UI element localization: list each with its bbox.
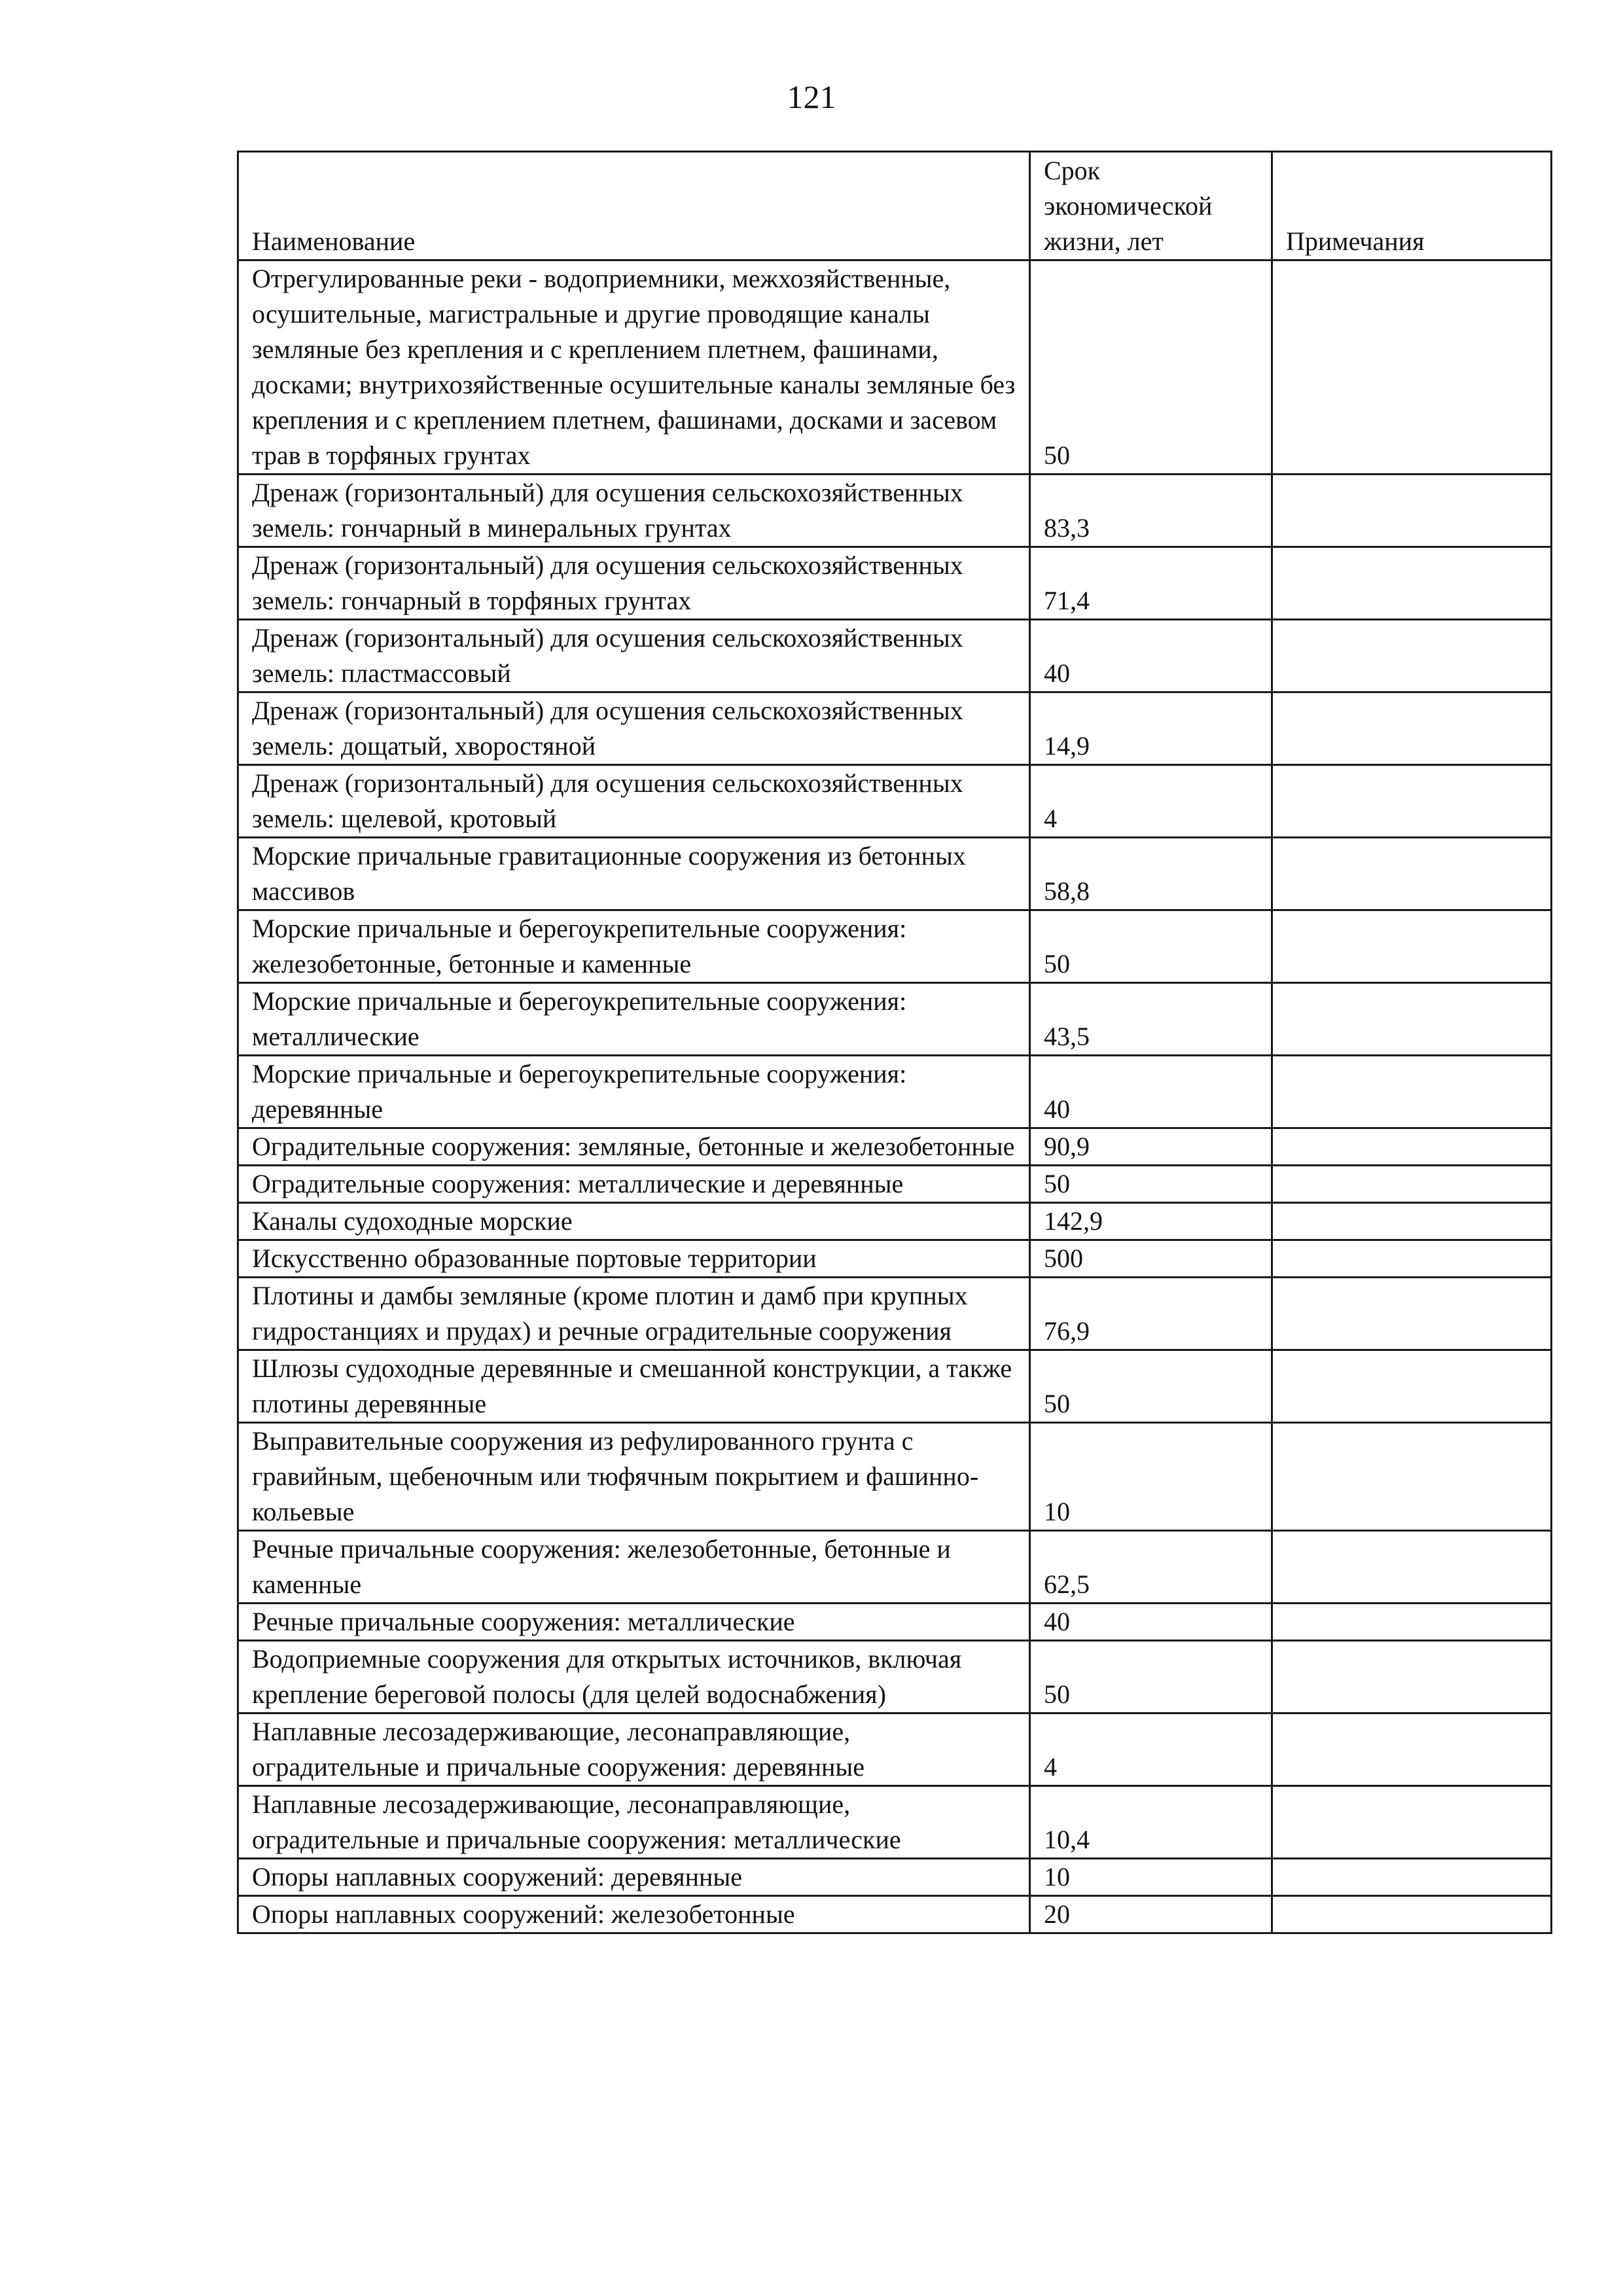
row-name: Дренаж (горизонтальный) для осушения сельскохозяйственных земель: гончарный в минеральных грунтах xyxy=(238,475,1030,547)
row-note xyxy=(1272,1859,1552,1896)
row-note xyxy=(1272,910,1552,983)
table-row xyxy=(238,620,1552,692)
table-header-row xyxy=(238,152,1552,260)
row-value: 76,9 xyxy=(1030,1278,1272,1350)
table-body xyxy=(238,260,1552,1933)
row-value: 142,9 xyxy=(1030,1203,1272,1240)
row-value: 62,5 xyxy=(1030,1531,1272,1604)
row-value: 43,5 xyxy=(1030,983,1272,1056)
table-row xyxy=(238,1423,1552,1531)
row-value: 71,4 xyxy=(1030,547,1272,620)
page-number: 121 xyxy=(787,79,836,115)
row-note xyxy=(1272,260,1552,475)
table-row xyxy=(238,1350,1552,1423)
table-row xyxy=(238,692,1552,765)
row-note xyxy=(1272,765,1552,838)
table-row xyxy=(238,1896,1552,1933)
table-row xyxy=(238,1641,1552,1713)
table-row xyxy=(238,1278,1552,1350)
row-note xyxy=(1272,1713,1552,1786)
table-row xyxy=(238,1786,1552,1859)
row-name: Речные причальные сооружения: железобетонные, бетонные и каменные xyxy=(238,1531,1030,1604)
table-row xyxy=(238,547,1552,620)
row-value: 90,9 xyxy=(1030,1128,1272,1166)
row-name: Наплавные лесозадерживающие, лесонаправляющие, оградительные и причальные сооружения: металлические xyxy=(238,1786,1030,1859)
table-row xyxy=(238,1604,1552,1641)
row-note xyxy=(1272,547,1552,620)
row-value: 4 xyxy=(1030,765,1272,838)
row-value: 14,9 xyxy=(1030,692,1272,765)
row-name: Выправительные сооружения из рефулированного грунта с гравийным, щебеночным или тюфячным покрытием и фашинно-кольевые xyxy=(238,1423,1030,1531)
row-name: Плотины и дамбы земляные (кроме плотин и дамб при крупных гидростанциях и прудах) и речные оградительные сооружения xyxy=(238,1278,1030,1350)
table-row xyxy=(238,1056,1552,1128)
row-name: Речные причальные сооружения: металлические xyxy=(238,1604,1030,1641)
row-note xyxy=(1272,1896,1552,1933)
row-value: 83,3 xyxy=(1030,475,1272,547)
table-row xyxy=(238,1859,1552,1896)
header-name: Наименование xyxy=(238,152,1030,260)
service-life-table xyxy=(237,151,1552,1934)
header-notes: Примечания xyxy=(1272,152,1552,260)
row-note xyxy=(1272,620,1552,692)
row-note xyxy=(1272,1203,1552,1240)
row-name: Оградительные сооружения: металлические и деревянные xyxy=(238,1166,1030,1203)
row-name: Дренаж (горизонтальный) для осушения сельскохозяйственных земель: щелевой, кротовый xyxy=(238,765,1030,838)
table-row xyxy=(238,260,1552,475)
row-note xyxy=(1272,1350,1552,1423)
row-name: Морские причальные гравитационные сооружения из бетонных массивов xyxy=(238,838,1030,910)
row-name: Наплавные лесозадерживающие, лесонаправляющие, оградительные и причальные сооружения: деревянные xyxy=(238,1713,1030,1786)
row-value: 20 xyxy=(1030,1896,1272,1933)
row-value: 50 xyxy=(1030,260,1272,475)
row-value: 50 xyxy=(1030,1166,1272,1203)
row-value: 40 xyxy=(1030,1604,1272,1641)
row-value: 50 xyxy=(1030,910,1272,983)
row-name: Дренаж (горизонтальный) для осушения сельскохозяйственных земель: пластмассовый xyxy=(238,620,1030,692)
table-row xyxy=(238,983,1552,1056)
row-note xyxy=(1272,1786,1552,1859)
row-value: 10,4 xyxy=(1030,1786,1272,1859)
row-name: Опоры наплавных сооружений: деревянные xyxy=(238,1859,1030,1896)
table-row xyxy=(238,910,1552,983)
row-name: Отрегулированные реки - водоприемники, межхозяйственные, осушительные, магистральные и другие проводящие каналы земляные без крепления и с креплением плетнем, фашинами, досками; внутрихозяйственные осушительные каналы земляные без крепления и с креплением плетнем, фашинами, досками и засевом трав в торфяных грунтах xyxy=(238,260,1030,475)
row-name: Искусственно образованные портовые территории xyxy=(238,1240,1030,1278)
table-row xyxy=(238,1166,1552,1203)
row-note xyxy=(1272,1056,1552,1128)
table-row xyxy=(238,1128,1552,1166)
table-row xyxy=(238,765,1552,838)
row-value: 58,8 xyxy=(1030,838,1272,910)
row-note xyxy=(1272,692,1552,765)
row-value: 50 xyxy=(1030,1350,1272,1423)
header-term: Срок экономической жизни, лет xyxy=(1030,152,1272,260)
row-name: Дренаж (горизонтальный) для осушения сельскохозяйственных земель: гончарный в торфяных грунтах xyxy=(238,547,1030,620)
table-row xyxy=(238,1203,1552,1240)
row-name: Каналы судоходные морские xyxy=(238,1203,1030,1240)
row-note xyxy=(1272,1423,1552,1531)
row-value: 4 xyxy=(1030,1713,1272,1786)
row-value: 40 xyxy=(1030,1056,1272,1128)
row-value: 10 xyxy=(1030,1859,1272,1896)
row-note xyxy=(1272,1128,1552,1166)
table-row xyxy=(238,1531,1552,1604)
row-name: Шлюзы судоходные деревянные и смешанной конструкции, а также плотины деревянные xyxy=(238,1350,1030,1423)
row-name: Морские причальные и берегоукрепительные сооружения: железобетонные, бетонные и каменные xyxy=(238,910,1030,983)
row-name: Морские причальные и берегоукрепительные сооружения: деревянные xyxy=(238,1056,1030,1128)
table-row xyxy=(238,475,1552,547)
table-row xyxy=(238,1713,1552,1786)
row-note xyxy=(1272,475,1552,547)
row-note xyxy=(1272,838,1552,910)
row-note xyxy=(1272,1240,1552,1278)
row-value: 10 xyxy=(1030,1423,1272,1531)
row-value: 50 xyxy=(1030,1641,1272,1713)
row-name: Оградительные сооружения: земляные, бетонные и железобетонные xyxy=(238,1128,1030,1166)
row-name: Водоприемные сооружения для открытых источников, включая крепление береговой полосы (для целей водоснабжения) xyxy=(238,1641,1030,1713)
row-note xyxy=(1272,1531,1552,1604)
row-name: Дренаж (горизонтальный) для осушения сельскохозяйственных земель: дощатый, хворостяной xyxy=(238,692,1030,765)
table-row xyxy=(238,838,1552,910)
row-note xyxy=(1272,1278,1552,1350)
row-value: 40 xyxy=(1030,620,1272,692)
row-note xyxy=(1272,1641,1552,1713)
row-name: Опоры наплавных сооружений: железобетонные xyxy=(238,1896,1030,1933)
row-note xyxy=(1272,983,1552,1056)
table-row xyxy=(238,1240,1552,1278)
row-note xyxy=(1272,1604,1552,1641)
row-value: 500 xyxy=(1030,1240,1272,1278)
row-note xyxy=(1272,1166,1552,1203)
row-name: Морские причальные и берегоукрепительные сооружения: металлические xyxy=(238,983,1030,1056)
